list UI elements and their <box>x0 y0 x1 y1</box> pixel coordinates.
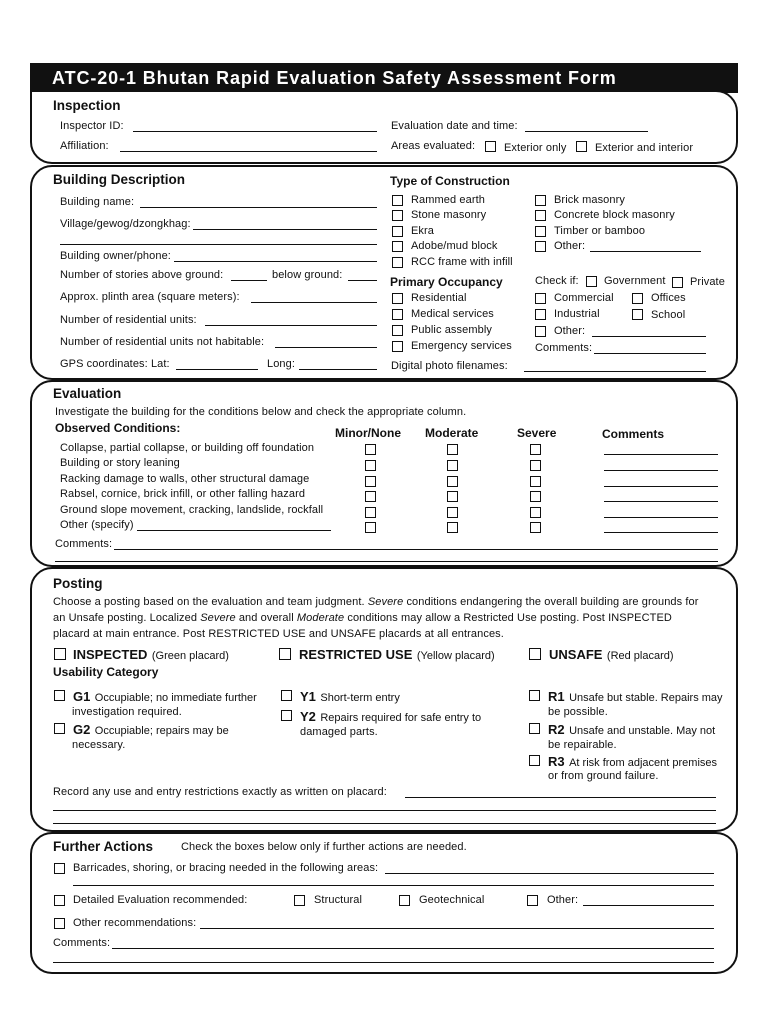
private-label: Private <box>690 276 725 288</box>
posting-text: conditions endangering the overall building are grounds for <box>406 596 699 608</box>
res-units-field[interactable] <box>205 325 377 326</box>
g1-checkbox[interactable] <box>54 690 65 701</box>
col-severe-heading: Severe <box>517 426 557 440</box>
construction-heading: Type of Construction <box>390 174 510 188</box>
y2-code: Y2 <box>300 709 316 724</box>
r1-text: Unsafe but stable. Repairs may <box>569 692 723 704</box>
affiliation-field[interactable] <box>120 151 377 152</box>
construction-checkbox[interactable] <box>392 257 403 268</box>
moderate-checkbox[interactable] <box>447 476 458 487</box>
areas-evaluated-label: Areas evaluated: <box>391 140 476 152</box>
g2-text: Occupiable; repairs may be <box>94 725 229 737</box>
r1-text-2: be possible. <box>548 706 608 718</box>
unsafe-label: UNSAFE <box>549 647 603 662</box>
owner-phone-label: Building owner/phone: <box>60 250 171 262</box>
res-units-not-habitable-field[interactable] <box>275 347 377 348</box>
severe-checkbox[interactable] <box>530 522 541 533</box>
restricted-use-checkbox[interactable] <box>279 648 291 660</box>
commercial-checkbox[interactable] <box>535 293 546 304</box>
g1-option <box>73 688 257 706</box>
severe-checkbox[interactable] <box>530 460 541 471</box>
exterior-only-label: Exterior only <box>504 142 567 154</box>
other-recommendations-field[interactable] <box>200 928 714 929</box>
occupancy-other-field[interactable] <box>592 336 706 337</box>
condition-label: Racking damage to walls, other structural damage <box>60 473 310 485</box>
structural-label: Structural <box>314 894 363 906</box>
occupancy-checkbox[interactable] <box>392 341 403 352</box>
barricades-field[interactable] <box>385 873 714 874</box>
condition-comment-field[interactable] <box>604 470 718 471</box>
inspection-heading: Inspection <box>53 98 121 113</box>
y1-option <box>300 688 400 706</box>
structural-checkbox[interactable] <box>294 895 305 906</box>
res-units-label: Number of residential units: <box>60 314 197 326</box>
exterior-only-checkbox[interactable] <box>485 141 496 152</box>
stories-above-field[interactable] <box>231 280 267 281</box>
y2-text: Repairs required for safe entry to <box>320 712 482 724</box>
unsafe-checkbox[interactable] <box>529 648 541 660</box>
photo-filenames-field[interactable] <box>524 371 706 372</box>
building-name-label: Building name: <box>60 196 135 208</box>
occupancy-checkbox[interactable] <box>392 325 403 336</box>
further-other-field[interactable] <box>583 905 714 906</box>
r2-text: Unsafe and unstable. May not <box>569 725 716 737</box>
condition-comment-field[interactable] <box>604 454 718 455</box>
other-specify-field[interactable] <box>137 530 331 531</box>
minor-checkbox[interactable] <box>365 507 376 518</box>
y1-text: Short-term entry <box>320 692 400 704</box>
y2-text-2: damaged parts. <box>300 726 378 738</box>
r3-option <box>548 753 717 771</box>
exterior-interior-checkbox[interactable] <box>576 141 587 152</box>
unsafe-note: (Red placard) <box>606 650 674 662</box>
record-restrictions-field[interactable] <box>405 797 716 798</box>
occupancy-option: Residential <box>411 292 467 304</box>
y2-option <box>300 708 481 726</box>
minor-checkbox[interactable] <box>365 476 376 487</box>
school-checkbox[interactable] <box>632 309 643 320</box>
observed-conditions-heading: Observed Conditions: <box>55 421 181 435</box>
posting-heading: Posting <box>53 576 103 591</box>
construction-checkbox[interactable] <box>392 195 403 206</box>
construction-option: Rammed earth <box>411 194 485 206</box>
posting-paragraph-line-3: placard at main entrance. Post RESTRICTED USE and UNSAFE placards at all entrances. <box>53 628 504 640</box>
construction-option: Adobe/mud block <box>411 240 498 252</box>
condition-label: Building or story leaning <box>60 457 180 469</box>
government-label: Government <box>604 275 666 287</box>
other-recommendations-checkbox[interactable] <box>54 918 65 929</box>
g2-text-2: necessary. <box>72 739 126 751</box>
r3-code: R3 <box>548 754 565 769</box>
occupancy-checkbox[interactable] <box>392 293 403 304</box>
construction-option: Stone masonry <box>411 209 487 221</box>
construction-option-other: Other: <box>554 240 586 252</box>
occupancy-option: Emergency services <box>411 340 512 352</box>
below-ground-field[interactable] <box>348 280 377 281</box>
evaluation-comments-field-2[interactable] <box>55 561 718 562</box>
minor-checkbox[interactable] <box>365 522 376 533</box>
village-field[interactable] <box>193 229 377 230</box>
minor-checkbox[interactable] <box>365 460 376 471</box>
further-other-checkbox[interactable] <box>527 895 538 906</box>
inspected-checkbox[interactable] <box>54 648 66 660</box>
village-label: Village/gewog/dzongkhag: <box>60 218 191 230</box>
y1-code: Y1 <box>300 689 316 704</box>
condition-comment-field[interactable] <box>604 517 718 518</box>
occupancy-option: Medical services <box>411 308 494 320</box>
record-restrictions-field-2[interactable] <box>53 810 716 811</box>
construction-checkbox[interactable] <box>535 210 546 221</box>
occupancy-heading: Primary Occupancy <box>390 275 503 289</box>
moderate-checkbox[interactable] <box>447 444 458 455</box>
posting-text: an Unsafe posting. Localized <box>53 612 198 624</box>
posting-emphasis: Moderate <box>296 612 345 624</box>
private-checkbox[interactable] <box>672 277 683 288</box>
further-comments-field-2[interactable] <box>53 962 714 963</box>
posting-text: and overall <box>238 612 294 624</box>
construction-checkbox[interactable] <box>535 241 546 252</box>
occupancy-comments-field[interactable] <box>594 353 706 354</box>
g2-checkbox[interactable] <box>54 723 65 734</box>
government-checkbox[interactable] <box>586 276 597 287</box>
construction-checkbox[interactable] <box>535 195 546 206</box>
restricted-use-option <box>299 646 495 664</box>
r3-text-2: or from ground failure. <box>548 770 659 782</box>
r1-option <box>548 688 723 706</box>
moderate-checkbox[interactable] <box>447 522 458 533</box>
construction-option: Ekra <box>411 225 435 237</box>
minor-checkbox[interactable] <box>365 491 376 502</box>
g2-code: G2 <box>73 722 91 737</box>
evaluation-comments-label: Comments: <box>55 538 113 550</box>
inspector-id-label: Inspector ID: <box>60 120 124 132</box>
construction-checkbox[interactable] <box>392 210 403 221</box>
col-comments-heading: Comments <box>602 427 665 441</box>
offices-label: Offices <box>651 292 686 304</box>
occupancy-checkbox[interactable] <box>392 309 403 320</box>
construction-option: Timber or bamboo <box>554 225 646 237</box>
severe-checkbox[interactable] <box>530 507 541 518</box>
record-restrictions-field-3[interactable] <box>53 823 716 824</box>
photo-filenames-label: Digital photo filenames: <box>391 360 508 372</box>
condition-comment-field[interactable] <box>604 532 718 533</box>
r2-code: R2 <box>548 722 565 737</box>
evaluation-instructions: Investigate the building for the conditions below and check the appropriate column. <box>55 406 467 418</box>
evaluation-comments-field[interactable] <box>114 549 718 550</box>
commercial-label: Commercial <box>554 292 614 304</box>
moderate-checkbox[interactable] <box>447 460 458 471</box>
condition-label: Rabsel, cornice, brick infill, or other falling hazard <box>60 488 306 500</box>
building-heading: Building Description <box>53 172 186 187</box>
r2-text-2: be repairable. <box>548 739 617 751</box>
further-comments-field[interactable] <box>112 948 714 949</box>
detailed-evaluation-checkbox[interactable] <box>54 895 65 906</box>
evaluation-heading: Evaluation <box>53 386 122 401</box>
moderate-checkbox[interactable] <box>447 507 458 518</box>
severe-checkbox[interactable] <box>530 491 541 502</box>
condition-label: Collapse, partial collapse, or building off foundation <box>60 442 315 454</box>
record-restrictions-label: Record any use and entry restrictions exactly as written on placard: <box>53 786 387 798</box>
construction-checkbox[interactable] <box>535 226 546 237</box>
g1-code: G1 <box>73 689 91 704</box>
form-title: ATC-20-1 Bhutan Rapid Evaluation Safety Assessment Form <box>52 68 617 88</box>
usability-heading: Usability Category <box>53 665 159 679</box>
gps-lat-field[interactable] <box>176 369 258 370</box>
construction-checkbox[interactable] <box>392 226 403 237</box>
g1-text-2: investigation required. <box>72 706 182 718</box>
gps-lat-label: GPS coordinates: Lat: <box>60 358 170 370</box>
gps-long-field[interactable] <box>299 369 377 370</box>
other-recommendations-label: Other recommendations: <box>73 917 197 929</box>
posting-emphasis: Severe <box>200 612 236 624</box>
detailed-evaluation-label: Detailed Evaluation recommended: <box>73 894 248 906</box>
gps-long-label: Long: <box>267 358 296 370</box>
geotechnical-label: Geotechnical <box>419 894 485 906</box>
eval-date-field[interactable] <box>525 131 648 132</box>
g2-option <box>73 721 229 739</box>
posting-text: conditions may allow a Restricted Use posting. Post INSPECTED <box>347 612 672 624</box>
r3-checkbox[interactable] <box>529 755 540 766</box>
exterior-interior-label: Exterior and interior <box>595 142 694 154</box>
col-minor-heading: Minor/None <box>335 426 401 440</box>
barricades-label: Barricades, shoring, or bracing needed in the following areas: <box>73 862 379 874</box>
building-name-field[interactable] <box>140 207 377 208</box>
construction-option: RCC frame with infill <box>411 256 513 268</box>
posting-text: Choose a posting based on the evaluation and team judgment. <box>53 596 365 608</box>
restricted-use-label: RESTRICTED USE <box>299 647 413 662</box>
minor-checkbox[interactable] <box>365 444 376 455</box>
inspector-id-field[interactable] <box>133 131 377 132</box>
col-moderate-heading: Moderate <box>425 426 479 440</box>
construction-option: Concrete block masonry <box>554 209 675 221</box>
check-if-label: Check if: <box>535 275 579 287</box>
res-units-not-habitable-label: Number of residential units not habitable: <box>60 336 265 348</box>
r1-checkbox[interactable] <box>529 690 540 701</box>
village-field-2[interactable] <box>60 244 377 245</box>
occupancy-other-checkbox[interactable] <box>535 326 546 337</box>
severe-checkbox[interactable] <box>530 476 541 487</box>
stories-above-label: Number of stories above ground: <box>60 269 224 281</box>
posting-paragraph-line-1 <box>53 596 699 608</box>
y1-checkbox[interactable] <box>281 690 292 701</box>
inspected-note: (Green placard) <box>151 650 229 662</box>
r3-text: At risk from adjacent premises <box>569 757 718 769</box>
occupancy-other-label: Other: <box>554 325 586 337</box>
geotechnical-checkbox[interactable] <box>399 895 410 906</box>
construction-other-field[interactable] <box>590 251 701 252</box>
eval-date-label: Evaluation date and time: <box>391 120 518 132</box>
occupancy-comments-label: Comments: <box>535 342 593 354</box>
construction-checkbox[interactable] <box>392 241 403 252</box>
condition-label: Other (specify) <box>60 519 134 531</box>
condition-comment-field[interactable] <box>604 501 718 502</box>
posting-emphasis: Severe <box>367 596 404 608</box>
severe-checkbox[interactable] <box>530 444 541 455</box>
r1-code: R1 <box>548 689 565 704</box>
industrial-label: Industrial <box>554 308 600 320</box>
further-actions-heading: Further Actions <box>53 839 154 854</box>
posting-paragraph-line-2 <box>53 612 672 624</box>
inspected-option <box>73 646 229 664</box>
barricades-field-2[interactable] <box>73 885 714 886</box>
r2-checkbox[interactable] <box>529 723 540 734</box>
affiliation-label: Affiliation: <box>60 140 109 152</box>
industrial-checkbox[interactable] <box>535 309 546 320</box>
below-ground-label: below ground: <box>272 269 343 281</box>
school-label: School <box>651 309 686 321</box>
offices-checkbox[interactable] <box>632 293 643 304</box>
restricted-use-note: (Yellow placard) <box>416 650 495 662</box>
inspected-label: INSPECTED <box>73 647 148 662</box>
unsafe-option <box>549 646 674 664</box>
plinth-area-label: Approx. plinth area (square meters): <box>60 291 240 303</box>
further-other-label: Other: <box>547 894 579 906</box>
y2-checkbox[interactable] <box>281 710 292 721</box>
condition-label: Ground slope movement, cracking, landslide, rockfall <box>60 504 324 516</box>
further-actions-subheading: Check the boxes below only if further actions are needed. <box>181 841 467 853</box>
barricades-checkbox[interactable] <box>54 863 65 874</box>
moderate-checkbox[interactable] <box>447 491 458 502</box>
plinth-area-field[interactable] <box>251 302 377 303</box>
occupancy-option: Public assembly <box>411 324 492 336</box>
g1-text: Occupiable; no immediate further <box>94 692 257 704</box>
condition-comment-field[interactable] <box>604 486 718 487</box>
r2-option <box>548 721 715 739</box>
further-comments-label: Comments: <box>53 937 111 949</box>
construction-option: Brick masonry <box>554 194 625 206</box>
owner-phone-field[interactable] <box>174 261 377 262</box>
